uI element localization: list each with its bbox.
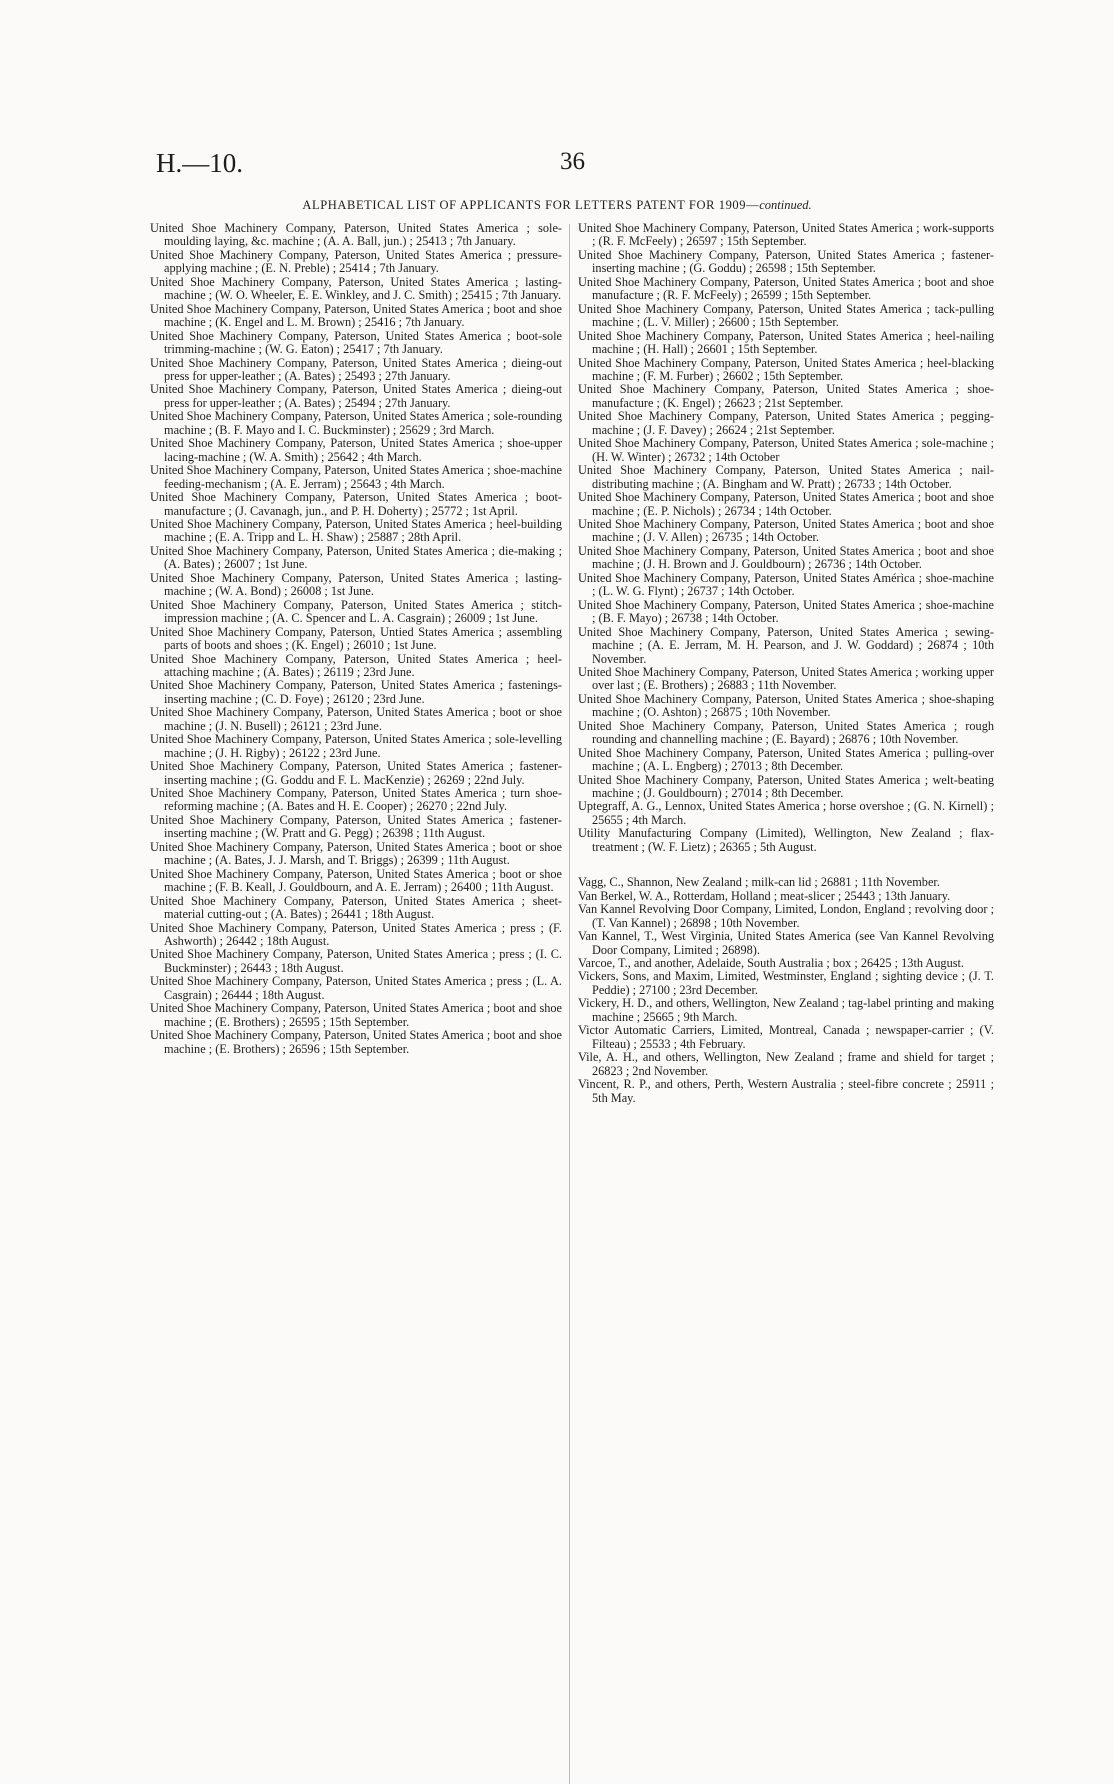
- patent-entry: United Shoe Machinery Company, Paterson, United States America ; boot and shoe manufacture ; (R. F. McFeely) ; 26599 ; 15th September.: [578, 274, 994, 303]
- patent-entry: United Shoe Machinery Company, Paterson, Untied States America ; assembling parts of boots and shoes ; (K. Engel) ; 26010 ; 1st June.: [150, 624, 562, 653]
- patent-entry: United Shoe Machinery Company, Paterson, United States America ; boot-manufacture ; (J. Cavanagh, jun., and P. H. Doherty) ; 25772 ; 1st April.: [150, 490, 562, 518]
- patent-entry: United Shoe Machinery Company, Paterson, United States America ; sole-moulding laying, &c. machine ; (A. A. Ball, jun.) ; 25413 ; 7th January.: [150, 221, 562, 249]
- patent-entry: Van Berkel, W. A., Rotterdam, Holland ; meat-slicer ; 25443 ; 13th January.: [578, 888, 951, 903]
- page-number: 36: [560, 148, 585, 175]
- patent-entry: Van Kannel, T., West Virginia, United States America (see Van Kannel Revolving Door Company, Limited ; 26898).: [578, 929, 994, 957]
- patent-entry: United Shoe Machinery Company, Paterson, United States America ; sheet-material cutting-out ; (A. Bates) ; 26441 ; 18th August.: [150, 893, 562, 922]
- patent-entry: United Shoe Machinery Company, Paterson, United States America ; press ; (L. A. Casgrain) ; 26444 ; 18th August.: [150, 974, 562, 1002]
- patent-entry: United Shoe Machinery Company, Paterson, United States America ; work-supports ; (R. F. McFeely) ; 26597 ; 15th September.: [578, 221, 994, 249]
- patent-entry: United Shoe Machinery Company, Paterson, United States America ; shoe-machine feeding-mechanism ; (A. E. Jerram) ; 25643 ; 4th March.: [150, 463, 562, 491]
- patent-entry: United Shoe Machinery Company, Paterson, United States America ; heel-blacking machine ; (F. M. Furber) ; 26602 ; 15th September.: [578, 355, 994, 383]
- patent-entry: Van Kannel Revolving Door Company, Limited, London, England ; revolving door ; (T. Van Kannel) ; 26898 ; 10th November.: [578, 902, 994, 930]
- patent-entry: United Shoe Machinery Company, Paterson, United States America ; dieing-out press for upper-leather ; (A. Bates) ; 25494 ; 27th January.: [150, 382, 562, 410]
- patent-entry: United Shoe Machinery Company, Paterson, United States America ; lasting-machine ; (W. O. Wheeler, E. E. Winkley, and J. C. Smith) ; 25415 ; 7th January.: [150, 274, 562, 303]
- patent-entry: United Shoe Machinery Company, Paterson, United States America ; fastener-inserting machine ; (G. Goddu and F. L. MacKenzie) ; 26269 ; 22nd July.: [150, 759, 562, 787]
- patent-entry: United Shoe Machinery Company, Paterson, United States America ; boot or shoe machine ; (A. Bates, J. J. Marsh, and T. Briggs) ; 26399 ; 11th August.: [150, 839, 562, 868]
- patent-entry: United Shoe Machinery Company, Paterson, United States America ; stitch-impression machine ; (A. C. Spencer and L. A. Casgrain) ; 26009 ; 1st June.: [150, 597, 562, 626]
- right-column: [578, 222, 994, 1105]
- left-column: [150, 222, 562, 1056]
- patent-entry: United Shoe Machinery Company, Paterson, United States America ; boot or shoe machine ; (F. B. Keall, J. Gouldbourn, and A. E. Jerram) ; 26400 ; 11th August.: [150, 866, 562, 895]
- page-header: [0, 138, 1114, 178]
- patent-entry: Varcoe, T., and another, Adelaide, South Australia ; box ; 26425 ; 13th August.: [578, 956, 965, 971]
- patent-entry: United Shoe Machinery Company, Paterson, United States America ; pressure-applying machine ; (E. N. Preble) ; 25414 ; 7th January.: [150, 247, 562, 276]
- patent-entry: United Shoe Machinery Company, Paterson, United States America ; welt-beating machine ; (J. Gouldbourn) ; 27014 ; 8th December.: [578, 772, 994, 801]
- patent-entry: United Shoe Machinery Company, Paterson, United States Amérìca ; shoe-machine ; (L. W. G. Flynt) ; 26737 ; 14th October.: [578, 570, 994, 599]
- patent-entry: Vickery, H. D., and others, Wellington, New Zealand ; tag-label printing and making machine ; 25665 ; 9th March.: [578, 996, 994, 1024]
- patent-entry: United Shoe Machinery Company, Paterson, United States America ; boot and shoe machine ; (E. P. Nichols) ; 26734 ; 14th October.: [578, 490, 994, 518]
- patent-entry: United Shoe Machinery Company, Paterson, United States America ; sole-rounding machine ; (B. F. Mayo and I. C. Buckminster) ; 25629 ; 3rd March.: [150, 409, 562, 437]
- patent-entry: United Shoe Machinery Company, Paterson, United States America ; sole-machine ; (H. W. Winter) ; 26732 ; 14th October: [578, 436, 994, 464]
- patent-entry: United Shoe Machinery Company, Paterson, United States America ; pulling-over machine ; (A. L. Engberg) ; 27013 ; 8th December.: [578, 745, 994, 774]
- patent-entry: United Shoe Machinery Company, Paterson, United States America ; sewing-machine ; (A. E. Jerram, M. H. Pearson, and J. W. Goddard) ; 26874 ; 10th November.: [578, 624, 994, 666]
- patent-entry: United Shoe Machinery Company, Paterson, United States America ; boot and shoe machine ; (J. V. Allen) ; 26735 ; 14th October.: [578, 516, 994, 545]
- patent-entry: United Shoe Machinery Company, Paterson, United States America ; pegging-machine ; (J. F. Davey) ; 26624 ; 21st September.: [578, 409, 994, 437]
- patent-entry: United Shoe Machinery Company, Paterson, United States America ; press ; (F. Ashworth) ; 26442 ; 18th August.: [150, 920, 562, 949]
- document-reference: H.—10.: [156, 148, 243, 178]
- column-divider: [569, 224, 570, 1784]
- patent-entry: United Shoe Machinery Company, Paterson, United States America ; boot and shoe machine ; (E. Brothers) ; 26595 ; 15th September.: [150, 1001, 562, 1029]
- patent-entry: Vincent, R. P., and others, Perth, Western Australia ; steel-fibre concrete ; 25911 ; 5th May.: [578, 1077, 994, 1105]
- patent-entry: United Shoe Machinery Company, Paterson, United States America ; lasting-machine ; (W. A. Bond) ; 26008 ; 1st June.: [150, 570, 562, 599]
- patent-entry: United Shoe Machinery Company, Paterson, United States America ; turn shoe-reforming machine ; (A. Bates and H. E. Cooper) ; 26270 ; 22nd July.: [150, 786, 562, 814]
- title-continued: continued.: [759, 198, 812, 212]
- patent-entry: Vagg, C., Shannon, New Zealand ; milk-can lid ; 26881 ; 11th November.: [578, 875, 940, 890]
- patent-entry: United Shoe Machinery Company, Paterson, United States America ; boot or shoe machine ; (J. N. Busell) ; 26121 ; 23rd June.: [150, 705, 562, 733]
- patent-entry: Victor Automatic Carriers, Limited, Montreal, Canada ; newspaper-carrier ; (V. Filteau) ; 25533 ; 4th February.: [578, 1023, 994, 1051]
- patent-entry: United Shoe Machinery Company, Paterson, United States America ; die-making ; (A. Bates) ; 26007 ; 1st June.: [150, 543, 562, 572]
- patent-entry: United Shoe Machinery Company, Paterson, United States America ; boot-sole trimming-machine ; (W. G. Eaton) ; 25417 ; 7th January.: [150, 328, 562, 357]
- patent-entry: United Shoe Machinery Company, Paterson, United States America ; fastener-inserting machine ; (G. Goddu) ; 26598 ; 15th September.: [578, 247, 994, 276]
- patent-entry: United Shoe Machinery Company, Paterson, United States America ; sole-levelling machine ; (J. H. Rigby) ; 26122 ; 23rd June.: [150, 732, 562, 760]
- patent-entry: United Shoe Machinery Company, Paterson, United States America ; rough rounding and channelling machine ; (E. Bayard) ; 26876 ; 10th November.: [578, 718, 994, 747]
- patent-entry: United Shoe Machinery Company, Paterson, United States America ; boot and shoe machine ; (K. Engel and L. M. Brown) ; 25416 ; 7th January.: [150, 301, 562, 330]
- patent-entry: Vile, A. H., and others, Wellington, New Zealand ; frame and shield for target ; 26823 ; 2nd November.: [578, 1050, 994, 1078]
- patent-entry: United Shoe Machinery Company, Paterson, United States America ; boot and shoe machine ; (J. H. Brown and J. Gouldbourn) ; 26736 ; 14th October.: [578, 543, 994, 572]
- patent-entry: United Shoe Machinery Company, Paterson, United States America ; tack-pulling machine ; (L. V. Miller) ; 26600 ; 15th September.: [578, 301, 994, 330]
- section-gap: [578, 854, 994, 876]
- patent-entry: United Shoe Machinery Company, Paterson, United States America ; heel-attaching machine ; (A. Bates) ; 26119 ; 23rd June.: [150, 651, 562, 679]
- patent-entry: United Shoe Machinery Company, Paterson, United States America ; press ; (I. C. Buckminster) ; 26443 ; 18th August.: [150, 947, 562, 975]
- patent-entry: United Shoe Machinery Company, Paterson, United States America ; heel-nailing machine ; (H. Hall) ; 26601 ; 15th September.: [578, 328, 994, 357]
- patent-entry: United Shoe Machinery Company, Paterson, United States America ; heel-building machine ; (E. A. Tripp and L. H. Shaw) ; 25887 ; 28th April.: [150, 516, 562, 545]
- patent-entry: United Shoe Machinery Company, Paterson, United States America ; working upper over last ; (E. Brothers) ; 26883 ; 11th November.: [578, 664, 994, 693]
- patent-entry: United Shoe Machinery Company, Paterson, United States America ; dieing-out press for upper-leather ; (A. Bates) ; 25493 ; 27th January.: [150, 355, 562, 383]
- patent-entry: United Shoe Machinery Company, Paterson, United States America ; fastenings-inserting machine ; (C. D. Foye) ; 26120 ; 23rd June.: [150, 678, 562, 706]
- patent-entry: United Shoe Machinery Company, Paterson, United States America ; boot and shoe machine ; (E. Brothers) ; 26596 ; 15th September.: [150, 1028, 562, 1056]
- patent-entry: United Shoe Machinery Company, Paterson, United States America ; fastener-inserting machine ; (W. Pratt and G. Pegg) ; 26398 ; 11th August.: [150, 812, 562, 841]
- patent-entry: Vickers, Sons, and Maxim, Limited, Westminster, England ; sighting device ; (J. T. Peddie) ; 27100 ; 23rd December.: [578, 969, 994, 997]
- title-main: ALPHABETICAL LIST OF APPLICANTS FOR LETTERS PATENT FOR 1909—: [302, 198, 760, 212]
- patent-entry: Uptegraff, A. G., Lennox, United States America ; horse overshoe ; (G. N. Kirnell) ; 25655 ; 4th March.: [578, 799, 994, 827]
- patent-entry: United Shoe Machinery Company, Paterson, United States America ; nail-distributing machine ; (A. Bingham and W. Pratt) ; 26733 ; 14th October.: [578, 463, 994, 491]
- page-title: [0, 198, 1114, 213]
- patent-entry: United Shoe Machinery Company, Paterson, United States America ; shoe-shaping machine ; (O. Ashton) ; 26875 ; 10th November.: [578, 691, 994, 720]
- patent-entry: United Shoe Machinery Company, Paterson, United States America ; shoe-machine ; (B. F. Mayo) ; 26738 ; 14th October.: [578, 597, 994, 626]
- patent-entry: Utility Manufacturing Company (Limited), Wellington, New Zealand ; flax-treatment ; (W. F. Lietz) ; 26365 ; 5th August.: [578, 826, 994, 854]
- patent-entry: United Shoe Machinery Company, Paterson, United States America ; shoe-upper lacing-machine ; (W. A. Smith) ; 25642 ; 4th March.: [150, 436, 562, 464]
- patent-entry: United Shoe Machinery Company, Paterson, United States America ; shoe-manufacture ; (K. Engel) ; 26623 ; 21st September.: [578, 382, 994, 410]
